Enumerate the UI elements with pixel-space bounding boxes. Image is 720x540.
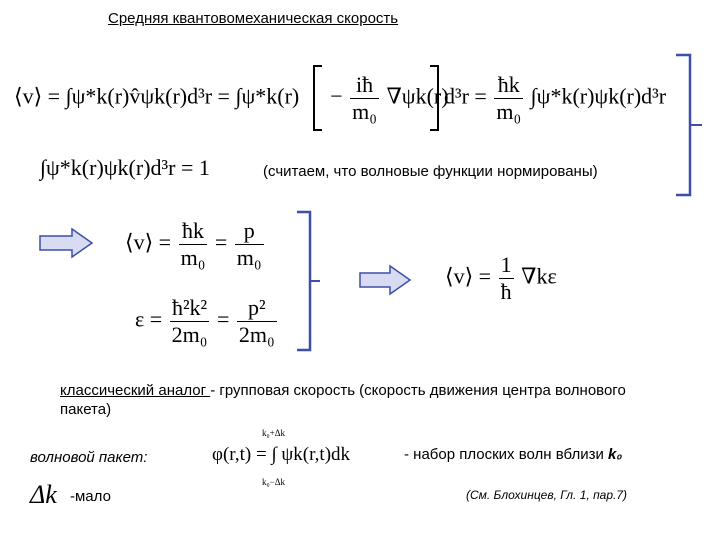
wave-packet-description: [404, 446, 622, 463]
eqe-n1: ħ²k²: [170, 295, 210, 322]
eqe-eq: =: [216, 306, 230, 332]
delta-k-symbol: Δk: [30, 480, 57, 509]
eq1-minus: −: [330, 83, 343, 109]
eqe-d1: 2m₀: [171, 322, 208, 347]
eqv-d2: m₀: [236, 245, 262, 270]
eq1-op-fraction: [350, 72, 379, 125]
delta-k-text: -мало: [70, 488, 111, 505]
equation-group-velocity: [445, 252, 557, 305]
eq1-k-fraction: [494, 72, 523, 125]
eqv-eq: =: [214, 229, 228, 255]
eqg-d: ħ: [500, 279, 512, 304]
packet-upper-limit: k₀+Δk: [262, 428, 286, 438]
page-title: Средняя квантовомеханическая скорость: [108, 10, 399, 27]
eqe-frac1: [170, 295, 210, 348]
eqg-n: 1: [500, 252, 512, 277]
eqe-d2: 2m₀: [238, 322, 275, 347]
equation-velocity-average: [14, 72, 449, 125]
eq1-tail1: d³r =: [444, 83, 487, 109]
packet-desc-prefix: - набор плоских волн вблизи: [404, 446, 609, 463]
eqv-n2: p: [235, 218, 264, 245]
eq1-op-rest: ∇ψk(r): [386, 83, 449, 109]
normalization-note: (считаем, что волновые функции нормированы): [263, 163, 598, 180]
eqv-d1: m₀: [180, 245, 206, 270]
packet-lower-limit: k₀−Δk: [262, 477, 286, 487]
eq1-lhs: ⟨v⟩ = ∫ψ*k(r)v̂ψk(r)d³r: [14, 83, 213, 109]
eqe-n2: p²: [237, 295, 277, 322]
wave-packet-label: волновой пакет:: [30, 449, 148, 466]
eqv-n1: ħk: [179, 218, 208, 245]
eqe-frac2: [237, 295, 277, 348]
eqv-frac2: [235, 218, 264, 271]
eqg-frac: [499, 252, 514, 305]
right-bracket-mid: [297, 212, 310, 350]
eqv-frac1: [179, 218, 208, 271]
eq1-op-num: iħ: [350, 72, 379, 99]
equation-velocity-average-tail: [444, 72, 666, 125]
eq1-k-num: ħk: [494, 72, 523, 99]
eq1-mid: = ∫ψ*k(r): [217, 83, 300, 109]
classical-label: классический аналог: [60, 382, 211, 399]
eqv-lhs: ⟨v⟩ =: [125, 229, 172, 255]
eq1-k-den: m₀: [496, 99, 522, 124]
eqg-rest: ∇kε: [521, 263, 557, 289]
eq1-tail2: ∫ψ*k(r)ψk(r)d³r: [530, 83, 667, 109]
equation-velocity-momentum: [125, 218, 266, 271]
equation-energy: [135, 295, 279, 348]
classical-analog: [60, 381, 670, 419]
eqe-lhs: ε =: [135, 306, 163, 332]
citation: (См. Блохинцев, Гл. 1, пар.7): [466, 488, 628, 502]
arrow-right-icon-2: [360, 266, 410, 294]
packet-desc-k: k₀: [608, 446, 623, 463]
classical-text: - групповая скорость (скорость движения центра волнового пакета): [60, 382, 626, 418]
eq1-op-den: m₀: [352, 99, 377, 124]
equation-normalization: ∫ψ*k(r)ψk(r)d³r = 1: [40, 155, 210, 180]
right-bracket-top: [676, 55, 690, 195]
eqg-lhs: ⟨v⟩ =: [445, 263, 492, 289]
arrow-right-icon: [40, 229, 92, 257]
wave-packet-formula: φ(r,t) = ∫ ψk(r,t)dk: [212, 444, 351, 465]
